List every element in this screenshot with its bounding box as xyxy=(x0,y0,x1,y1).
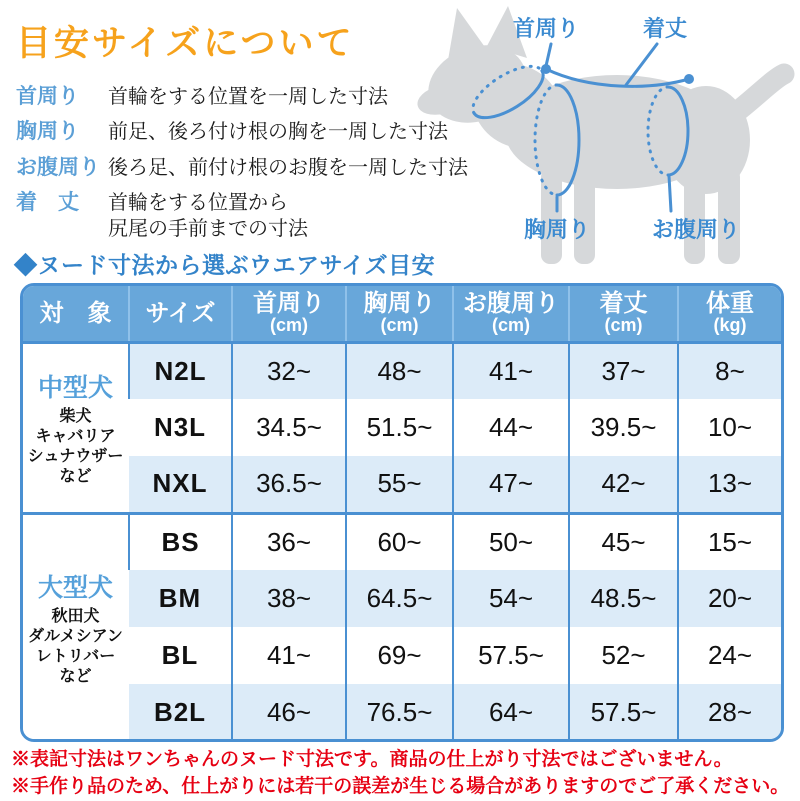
diagram-label-chest: 胸周り xyxy=(524,217,591,242)
belly-value-cell: 47~ xyxy=(453,456,569,513)
table-row-n2l xyxy=(23,342,781,399)
definition-text-neck: 首輪をする位置を一周した寸法 xyxy=(108,86,388,108)
neck-label-connector xyxy=(546,44,551,66)
size-cell: N3L xyxy=(129,399,232,456)
chest-value-cell: 51.5~ xyxy=(346,399,453,456)
neck-value-cell: 36~ xyxy=(232,513,346,570)
breed-label: 柴犬 xyxy=(59,408,92,425)
definition-text-chest: 前足、後ろ付け根の胸を一周した寸法 xyxy=(108,121,448,144)
weight-value-cell: 28~ xyxy=(678,684,781,741)
chest-value-cell: 76.5~ xyxy=(346,684,453,741)
weight-value-cell: 20~ xyxy=(678,570,781,627)
group-cell-large-dogs xyxy=(23,513,129,741)
definition-row-length xyxy=(16,190,468,242)
table-row-bl xyxy=(23,627,781,684)
breed-label: など xyxy=(59,468,92,485)
definition-label-length: 着 丈 xyxy=(16,190,79,214)
header-row xyxy=(23,286,781,342)
weight-value-cell: 15~ xyxy=(678,513,781,570)
header-length xyxy=(569,286,678,342)
definition-text-length-line2: 尻尾の手前までの寸法 xyxy=(108,217,308,240)
diagram-label-belly: お腹周り xyxy=(652,217,741,242)
breed-label: キャバリア xyxy=(35,428,116,445)
belly-value-cell: 64~ xyxy=(453,684,569,741)
header-length-unit: (cm) xyxy=(604,315,643,336)
weight-value-cell: 13~ xyxy=(678,456,781,513)
length-value-cell: 37~ xyxy=(569,342,678,399)
size-cell: N2L xyxy=(129,342,232,399)
belly-value-cell: 41~ xyxy=(453,342,569,399)
chest-value-cell: 60~ xyxy=(346,513,453,570)
length-value-cell: 42~ xyxy=(569,456,678,513)
measurement-definitions xyxy=(16,84,468,251)
definition-row-belly xyxy=(16,155,468,181)
neck-value-cell: 34.5~ xyxy=(232,399,346,456)
weight-value-cell: 10~ xyxy=(678,399,781,456)
footer-notes xyxy=(11,747,797,801)
header-belly-label: お腹周り xyxy=(463,290,559,318)
definition-row-chest xyxy=(16,119,468,145)
belly-label-connector xyxy=(669,176,671,211)
table-row-bs xyxy=(23,513,781,570)
length-value-cell: 45~ xyxy=(569,513,678,570)
chest-value-cell: 69~ xyxy=(346,627,453,684)
weight-value-cell: 24~ xyxy=(678,627,781,684)
header-weight xyxy=(678,286,781,342)
definition-text-belly: 後ろ足、前付け根のお腹を一周した寸法 xyxy=(108,156,468,179)
header-target xyxy=(23,286,129,342)
note-line: ※表記寸法はワンちゃんのヌード寸法です。商品の仕上がり寸法ではございません。 xyxy=(11,749,733,770)
definition-row-neck xyxy=(16,84,468,110)
definition-label-neck: 首周り xyxy=(16,85,79,108)
breed-label: レトリバー xyxy=(35,648,116,666)
size-table-container xyxy=(20,283,784,742)
neck-value-cell: 38~ xyxy=(232,570,346,627)
weight-value-cell: 8~ xyxy=(678,342,781,399)
length-value-cell: 57.5~ xyxy=(569,684,678,741)
belly-value-cell: 44~ xyxy=(453,399,569,456)
group-category-medium: 中型犬 xyxy=(37,374,113,402)
neck-value-cell: 36.5~ xyxy=(232,456,346,513)
table-row-bm xyxy=(23,570,781,627)
table-row-n3l xyxy=(23,399,781,456)
breed-label: ダルメシアン xyxy=(28,628,123,646)
dog-size-diagram xyxy=(405,0,800,272)
definition-label-chest: 胸周り xyxy=(16,120,79,144)
header-size-label: サイズ xyxy=(145,299,216,327)
chest-value-cell: 48~ xyxy=(346,342,453,399)
diagram-label-length: 着丈 xyxy=(643,16,688,41)
belly-value-cell: 54~ xyxy=(453,570,569,627)
belly-value-cell: 57.5~ xyxy=(453,627,569,684)
group-cell-medium-dogs xyxy=(23,342,129,513)
length-value-cell: 48.5~ xyxy=(569,570,678,627)
definition-label-belly: お腹周り xyxy=(16,155,100,179)
header-belly xyxy=(453,286,569,342)
definition-text-length xyxy=(108,190,308,242)
neck-value-cell: 41~ xyxy=(232,627,346,684)
page-title: 目安サイズについて xyxy=(16,24,355,63)
table-row-nxl xyxy=(23,456,781,513)
header-neck-unit: (cm) xyxy=(269,315,308,336)
belly-value-cell: 50~ xyxy=(453,513,569,570)
header-chest-label: 胸周り xyxy=(363,290,436,318)
neck-value-cell: 46~ xyxy=(232,684,346,741)
breed-label: シュナウザー xyxy=(27,448,124,465)
diagram-label-neck: 首周り xyxy=(513,16,580,41)
size-table xyxy=(23,286,781,741)
chest-value-cell: 55~ xyxy=(346,456,453,513)
neck-value-cell: 32~ xyxy=(232,342,346,399)
size-cell: BS xyxy=(129,513,232,570)
chest-value-cell: 64.5~ xyxy=(346,570,453,627)
breed-label: など xyxy=(59,668,92,686)
size-cell: BL xyxy=(129,627,232,684)
size-cell: BM xyxy=(129,570,232,627)
length-value-cell: 39.5~ xyxy=(569,399,678,456)
header-size xyxy=(129,286,232,342)
header-chest xyxy=(346,286,453,342)
header-weight-label: 体重 xyxy=(706,290,754,318)
note-line: ※手作り品のため、仕上がりには若干の誤差が生じる場合がありますのでご了承ください。 xyxy=(11,775,790,797)
breed-label: 秋田犬 xyxy=(51,608,100,626)
header-weight-unit: (kg) xyxy=(713,315,747,336)
length-value-cell: 52~ xyxy=(569,627,678,684)
size-cell: NXL xyxy=(129,456,232,513)
header-belly-unit: (cm) xyxy=(491,315,530,336)
header-neck xyxy=(232,286,346,342)
definition-text-length-line1: 首輪をする位置から xyxy=(108,191,288,214)
header-chest-unit: (cm) xyxy=(380,315,419,336)
section-title: ◆ヌード寸法から選ぶウエアサイズ目安 xyxy=(14,252,436,278)
group-category-large: 大型犬 xyxy=(37,574,113,603)
size-cell: B2L xyxy=(129,684,232,741)
dog-diagram-svg xyxy=(405,0,800,272)
header-length-label: 着丈 xyxy=(599,290,648,318)
header-target-label: 対 象 xyxy=(39,299,112,327)
table-row-b2l xyxy=(23,684,781,741)
header-neck-label: 首周り xyxy=(253,290,325,318)
